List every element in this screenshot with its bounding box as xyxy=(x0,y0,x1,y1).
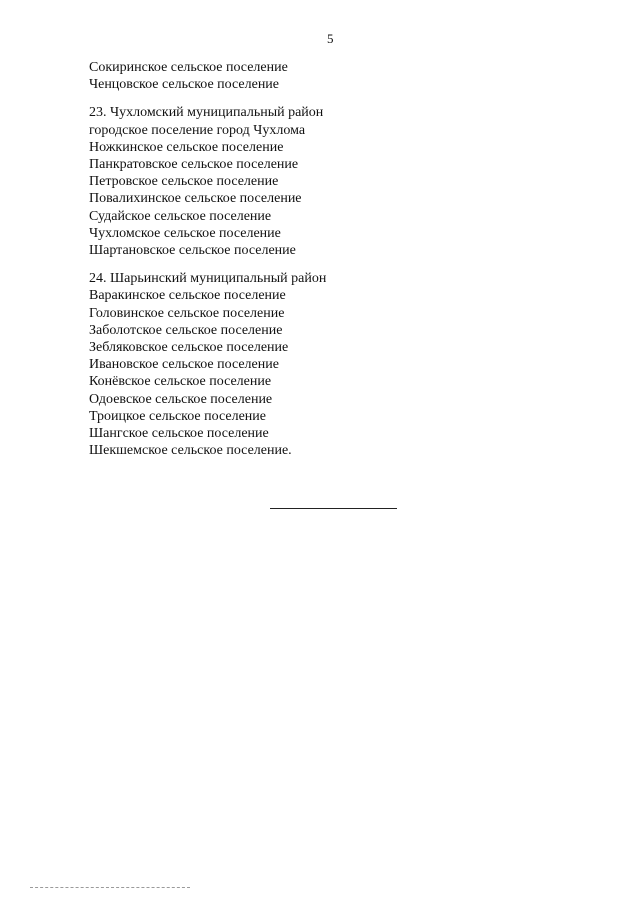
section-heading: 23. Чухломский муниципальный район xyxy=(89,105,324,121)
document-body xyxy=(89,59,489,470)
section-sharya xyxy=(89,270,489,459)
list-item: Чухломское сельское поселение xyxy=(89,225,281,241)
list-item: Заболотское сельское поселение xyxy=(89,322,283,338)
list-item: Зебляковское сельское поселение xyxy=(89,340,289,356)
list-item: Сокиринское сельское поселение xyxy=(89,60,288,75)
list-item: городское поселение город Чухлома xyxy=(89,122,306,138)
list-item: Шартановское сельское поселение xyxy=(89,243,296,259)
list-item: Ивановское сельское поселение xyxy=(89,357,279,373)
section-heading: 24. Шарьинский муниципальный район xyxy=(89,271,327,287)
end-of-list-rule xyxy=(270,508,397,509)
list-item: Судайское сельское поселение xyxy=(89,208,272,224)
list-item: Варакинское сельское поселение xyxy=(89,288,286,304)
page-number: 5 xyxy=(327,31,334,46)
list-item: Троицкое сельское поселение xyxy=(89,408,266,424)
list-item: Повалихинское сельское поселение xyxy=(89,191,302,207)
list-item: Петровское сельское поселение xyxy=(89,174,279,190)
list-item: Головинское сельское поселение xyxy=(89,305,285,321)
list-item: Шангское сельское поселение xyxy=(89,426,269,442)
list-item: Ченцовское сельское поселение xyxy=(89,77,280,93)
list-item: Конёвское сельское поселение xyxy=(89,374,272,390)
list-item: Панкратовское сельское поселение xyxy=(89,157,299,173)
section-chukhloma xyxy=(89,104,489,259)
list-item: Ножкинское сельское поселение xyxy=(89,139,284,155)
list-item: Одоевское сельское поселение xyxy=(89,391,273,407)
footer-scan-mark xyxy=(30,887,190,888)
intro-block xyxy=(89,59,489,93)
list-item: Шекшемское сельское поселение. xyxy=(89,443,292,459)
